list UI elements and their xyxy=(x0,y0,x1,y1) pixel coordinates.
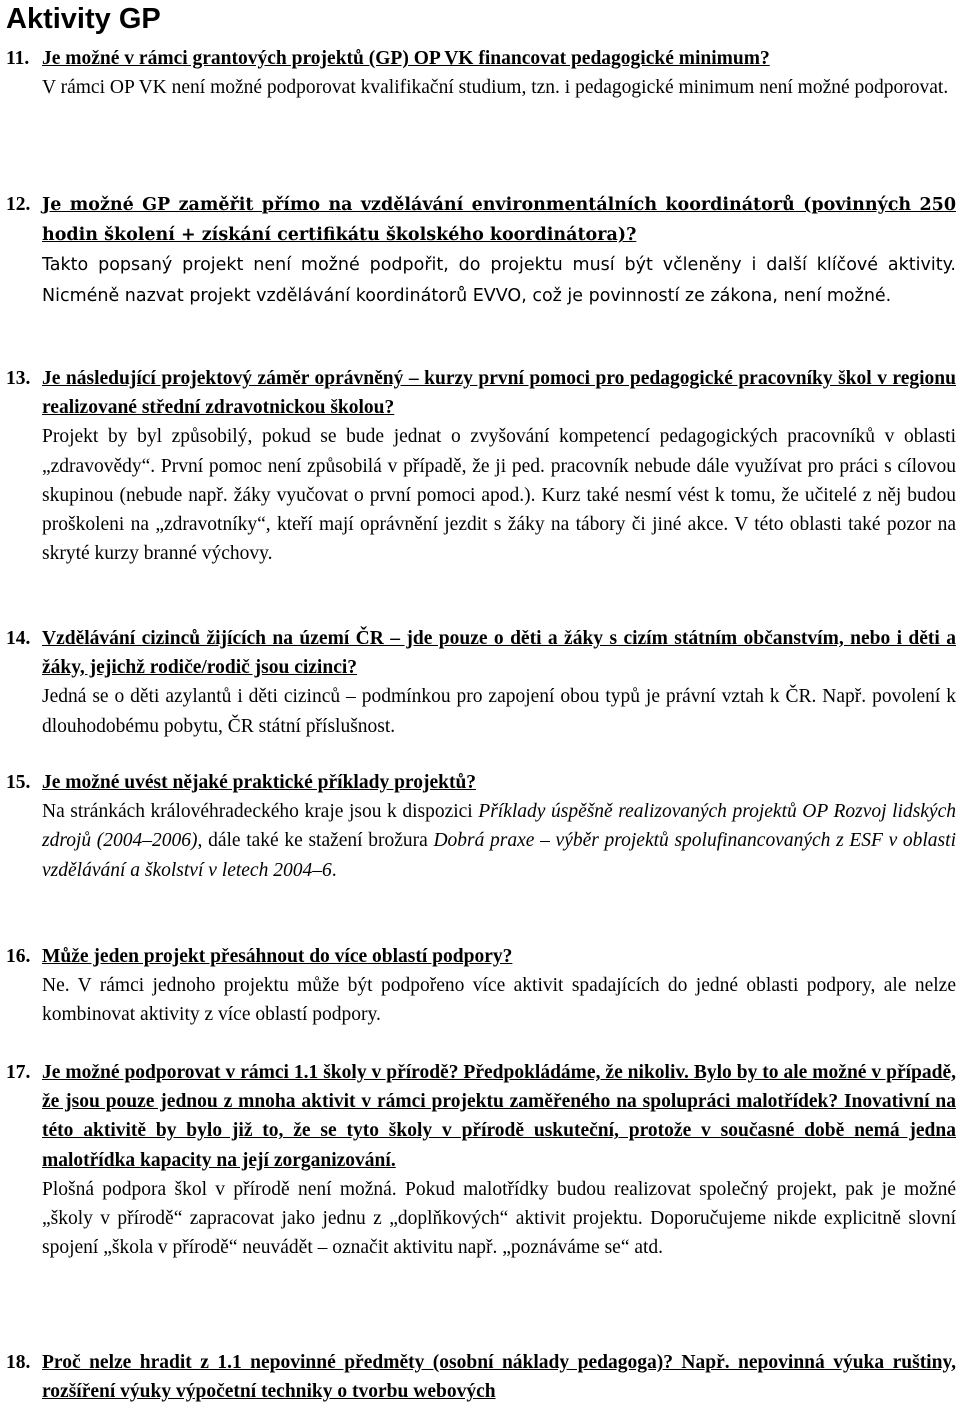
faq-item-14 xyxy=(6,624,956,741)
answer-publication-title: Příklady úspěšně realizovaných projektů OP Rozvoj lidských zdrojů (2004–2006) xyxy=(42,801,956,852)
question: Je možné v rámci grantových projektů (GP) OP VK financovat pedagogické minimum? xyxy=(42,48,770,69)
question: Je možné podporovat v rámci 1.1 školy v přírodě? Předpokládáme, že nikoliv. Bylo by to ale možné v případě, že jsou pouze jednou z mnoha aktivit v rámci projektu zaměřeného na spolupráci malotřídek? Inovativní na této aktivitě by bylo již to, že se tyto školy v přírodě uskuteční, protože v současné době nemá jedna malotřídka kapacity na její zorganizování. xyxy=(42,1062,956,1171)
answer: Jedná se o děti azylantů i děti cizinců – podmínkou pro zapojení obou typů je právní vztah k ČR. Např. povolení k dlouhodobému pobytu, ČR státní příslušnost. xyxy=(42,686,956,737)
item-number: 17. xyxy=(6,1062,31,1083)
item-number: 14. xyxy=(6,628,31,649)
item-number: 16. xyxy=(6,946,31,967)
question: Proč nelze hradit z 1.1 nepovinné předměty (osobní náklady pedagoga)? Např. nepovinná výuka ruštiny, rozšíření výuky výpočetní techniky o tvorbu webových xyxy=(42,1352,956,1403)
faq-item-16 xyxy=(6,942,956,1030)
faq-item-12 xyxy=(6,190,956,311)
answer: Plošná podpora škol v přírodě není možná. Pokud malotřídky budou realizovat společný projekt, pak je možné „školy v přírodě“ zapracovat jako jednu z „doplňkových“ aktivit projektu. Doporučujeme nikde explicitně slovní spojení „škola v přírodě“ neuvádět – označit aktivitu např. „poznáváme se“ atd. xyxy=(42,1178,956,1259)
question: Je možné GP zaměřit přímo na vzdělávání environmentálních koordinátorů (povinných 250 hodin školení + získání certifikátu školského koordinátora)? xyxy=(42,195,956,246)
faq-item-18 xyxy=(6,1348,956,1406)
answer: V rámci OP VK není možné podporovat kvalifikační studium, tzn. i pedagogické minimum není možné podporovat. xyxy=(42,77,949,99)
question: Vzdělávání cizinců žijících na území ČR – jde pouze o děti a žáky s cizím státním občanstvím, nebo i děti a žáky, jejichž rodiče/rodič jsou cizinci? xyxy=(42,628,956,679)
page-title: Aktivity GP xyxy=(6,3,161,35)
question: Je následující projektový záměr oprávněný – kurzy první pomoci pro pedagogické pracovníky škol v regionu realizované střední zdravotnickou školou? xyxy=(42,368,956,419)
faq-item-13 xyxy=(6,364,956,568)
answer: Takto popsaný projekt není možné podpořit, do projektu musí být včleněny i další klíčové aktivity. xyxy=(42,255,956,276)
answer-brochure-title: Dobrá praxe – výběr projektů spolufinancovaných z ESF v oblasti vzdělávání a školství v letech 2004–6 xyxy=(42,830,956,881)
answer-continued: Nicméně nazvat projekt vzdělávání koordinátorů EVVO, což je povinností ze zákona, není možné. xyxy=(42,285,892,306)
question: Může jeden projekt přesáhnout do více oblastí podpory? xyxy=(42,946,513,967)
item-number: 11. xyxy=(6,48,30,69)
answer-text: . xyxy=(331,859,337,881)
faq-item-15 xyxy=(6,768,956,885)
item-number: 13. xyxy=(6,368,31,389)
faq-item-11 xyxy=(6,44,956,102)
answer: Projekt by byl způsobilý, pokud se bude jednat o zvyšování kompetencí pedagogických pracovníků v oblasti „zdravovědy“. První pomoc není způsobilá v případě, že ji ped. pracovník nebude dále využívat pro práci s cílovou skupinou (nebude např. žáky vyučovat o první pomoci apod.). Kurz také nesmí vést k tomu, že učitelé z něj budou proškoleni na „zdravotníky“, kteří mají oprávnění jezdit s žáky na tábory či jiné akce. V této oblasti také pozor na skryté kurzy branné výchovy. xyxy=(42,426,956,565)
answer-text: , dále také ke stažení brožura xyxy=(197,830,434,852)
faq-item-17 xyxy=(6,1058,956,1262)
question: Je možné uvést nějaké praktické příklady projektů? xyxy=(42,772,477,793)
answer: Ne. V rámci jednoho projektu může být podpořeno více aktivit spadajících do jedné oblasti podpory, ale nelze kombinovat aktivity z více oblastí podpory. xyxy=(42,975,956,1026)
item-number: 12. xyxy=(6,194,31,215)
item-number: 18. xyxy=(6,1352,31,1373)
answer-text: Na stránkách královéhradeckého kraje jsou k dispozici xyxy=(42,801,479,823)
item-number: 15. xyxy=(6,772,31,793)
